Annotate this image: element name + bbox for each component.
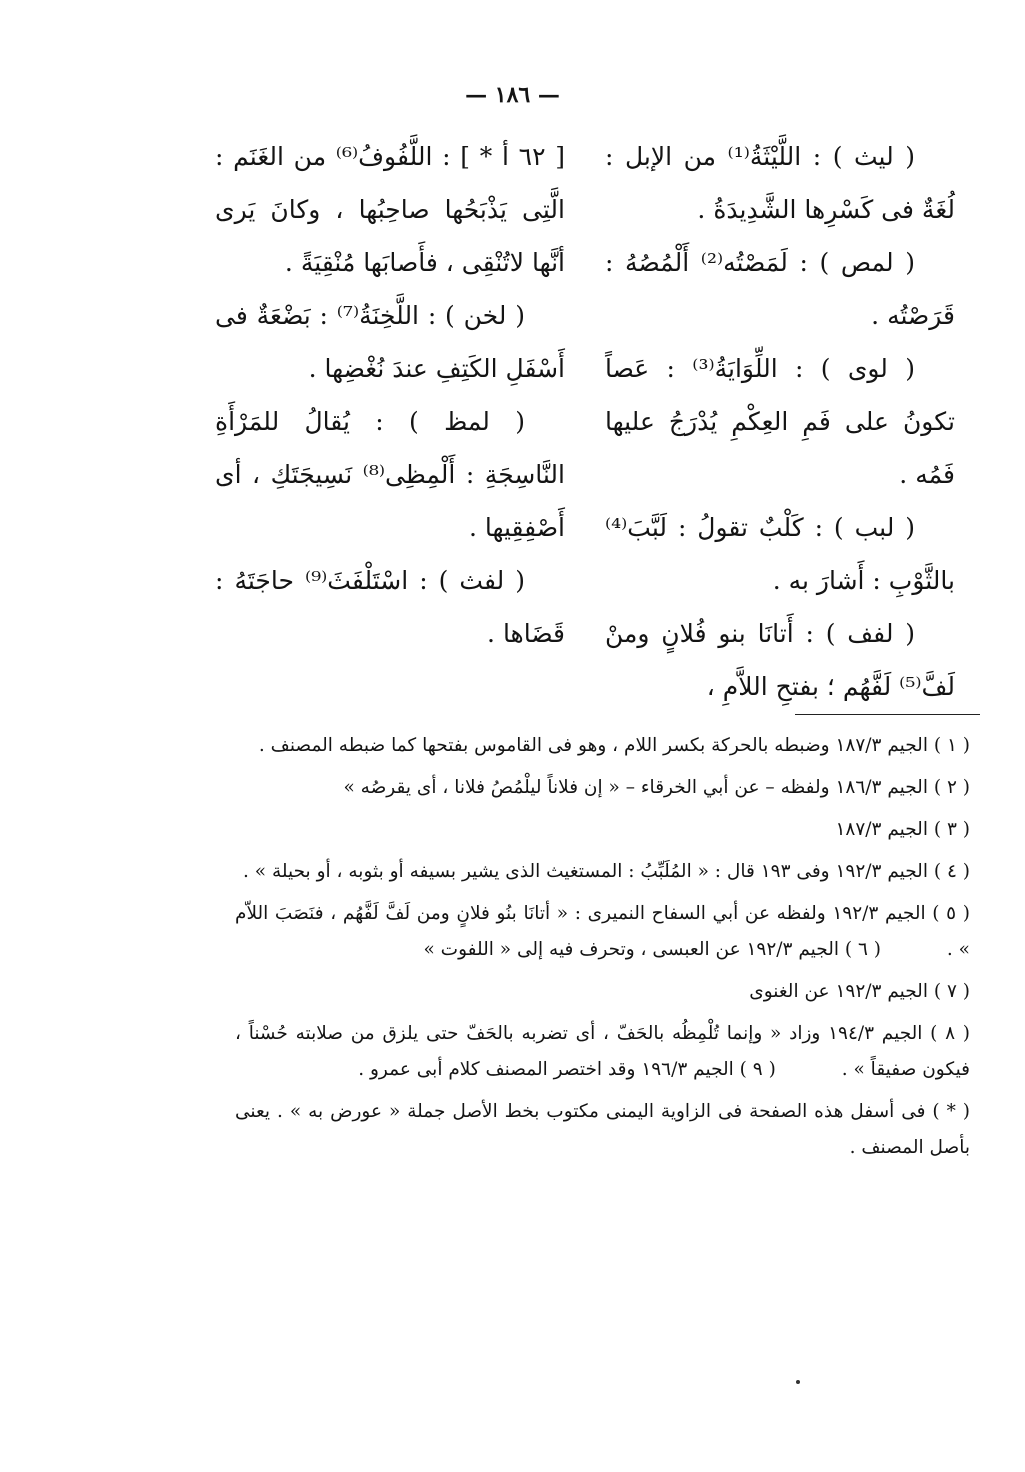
left-column	[215, 130, 565, 660]
footnote-2: ( ٢ ) الجيم ١٨٦/٣ ولفظه – عن أبي الخرقاء – « إن فلاناً ليلْمُصُ فلانا ، أى يقرصُه »	[343, 777, 970, 798]
footnote-star: ( * ) فى أسفل هذه الصفحة فى الزاوية اليمنى مكتوب بخط الأصل جملة « عورض به » . يعنى بأصل المصنف .	[235, 1101, 970, 1158]
footnote-6: ( ٦ ) الجيم ١٩٢/٣ عن العبسى ، وتحرف فيه إلى « اللفوت »	[423, 939, 882, 960]
footnotes	[235, 728, 970, 1172]
footnote-separator	[795, 714, 980, 715]
footnote-3: ( ٣ ) الجيم ١٨٧/٣	[835, 819, 970, 840]
entry-lakhn: ( لخن ) : اللَّخِنَةُ⁽⁷⁾ : بَضْعَةٌ فى أَسْفَلِ الكَتِفِ عندَ نُغْضِها .	[215, 301, 565, 383]
footnote-9: ( ٩ ) الجيم ١٩٦/٣ وقد اختصر المصنف كلام أبى عمرو .	[358, 1059, 776, 1080]
footnote-8-9	[235, 1016, 970, 1088]
footnote-7: ( ٧ ) الجيم ١٩٢/٣ عن الغنوى	[749, 981, 970, 1002]
entry-laff-continued: [ ٦٢ أ * ] : اللَّفُوفُ⁽⁶⁾ من الغَنَم : الَّتِى يَذْبَحُها صاحِبُها ، وكانَ يَرى أنَّها لاتُنْقِى ، فأَصابَها مُنْقِيَةً .	[215, 142, 566, 277]
entry-layth: ( ليث ) : اللَّيْثَةُ⁽¹⁾ من الإبل : لُغَةٌ فى كَسْرِها الشَّدِيدَةُ .	[605, 142, 955, 224]
page-number: — ١٨٦ —	[465, 82, 560, 108]
entry-lams: ( لمص ) : لَمَصْتُه⁽²⁾ أَلْمُصُهُ : قَرَصْتُه .	[605, 248, 955, 330]
entry-lamaz: ( لمظ ) : يُقالُ للمَرْأَةِ النَّاسِجَةِ : أَلْمِظِى⁽⁸⁾ نَسِيجَتَكِ ، أى أَصْفِقِيها .	[215, 407, 565, 542]
footnote-5: ( ٥ ) الجيم ١٩٢/٣ ولفظه عن أبي السفاح النميرى : « أتانَا بنُو فلانٍ ومن لَفَّ لَفَّهُم ، فنَصَبَ اللاّم » .	[235, 903, 970, 960]
entry-laff: ( لفف ) : أَتانَا بنو فُلانٍ ومنْ لَفَّ⁽⁵⁾ لَفَّهُم ؛ بفتحِ اللاَّمِ ،	[605, 619, 955, 701]
footnote-4: ( ٤ ) الجيم ١٩٢/٣ وفى ١٩٣ قال : « المُلَبِّبُ : المستغيث الذى يشير بسيفه أو بثوبه ، أو بحيلة » .	[243, 861, 970, 882]
footnote-8: ( ٨ ) الجيم ١٩٤/٣ وزاد « وإنما تُلْمِظُه بالحَفّ ، أى تضربه بالحَفّ حتى يلزق من صلابته حُسْناً ، فيكون صفيقاً » .	[235, 1023, 970, 1080]
ink-dot	[796, 1380, 800, 1384]
entry-lafath: ( لفث ) : اسْتَلْفَثَ⁽⁹⁾ حاجَتَهُ : قَضَاها .	[215, 566, 565, 648]
footnote-1: ( ١ ) الجيم ١٨٧/٣ وضبطه بالحركة بكسر اللام ، وهو فى القاموس بفتحها كما ضبطه المصنف .	[258, 735, 970, 756]
footnote-5-6	[235, 896, 970, 968]
entry-lawa: ( لوى ) : اللِّوَايَةُ⁽³⁾ : عَصاً تكونُ على فَمِ العِكْمِ يُدْرَجُ عليها فَمُه .	[605, 354, 955, 489]
entry-labab: ( لبب ) : كَلْبٌ تقولُ : لَبَّبَ⁽⁴⁾ بالثَّوْبِ : أَشارَ به .	[605, 513, 955, 595]
right-column	[605, 130, 955, 713]
